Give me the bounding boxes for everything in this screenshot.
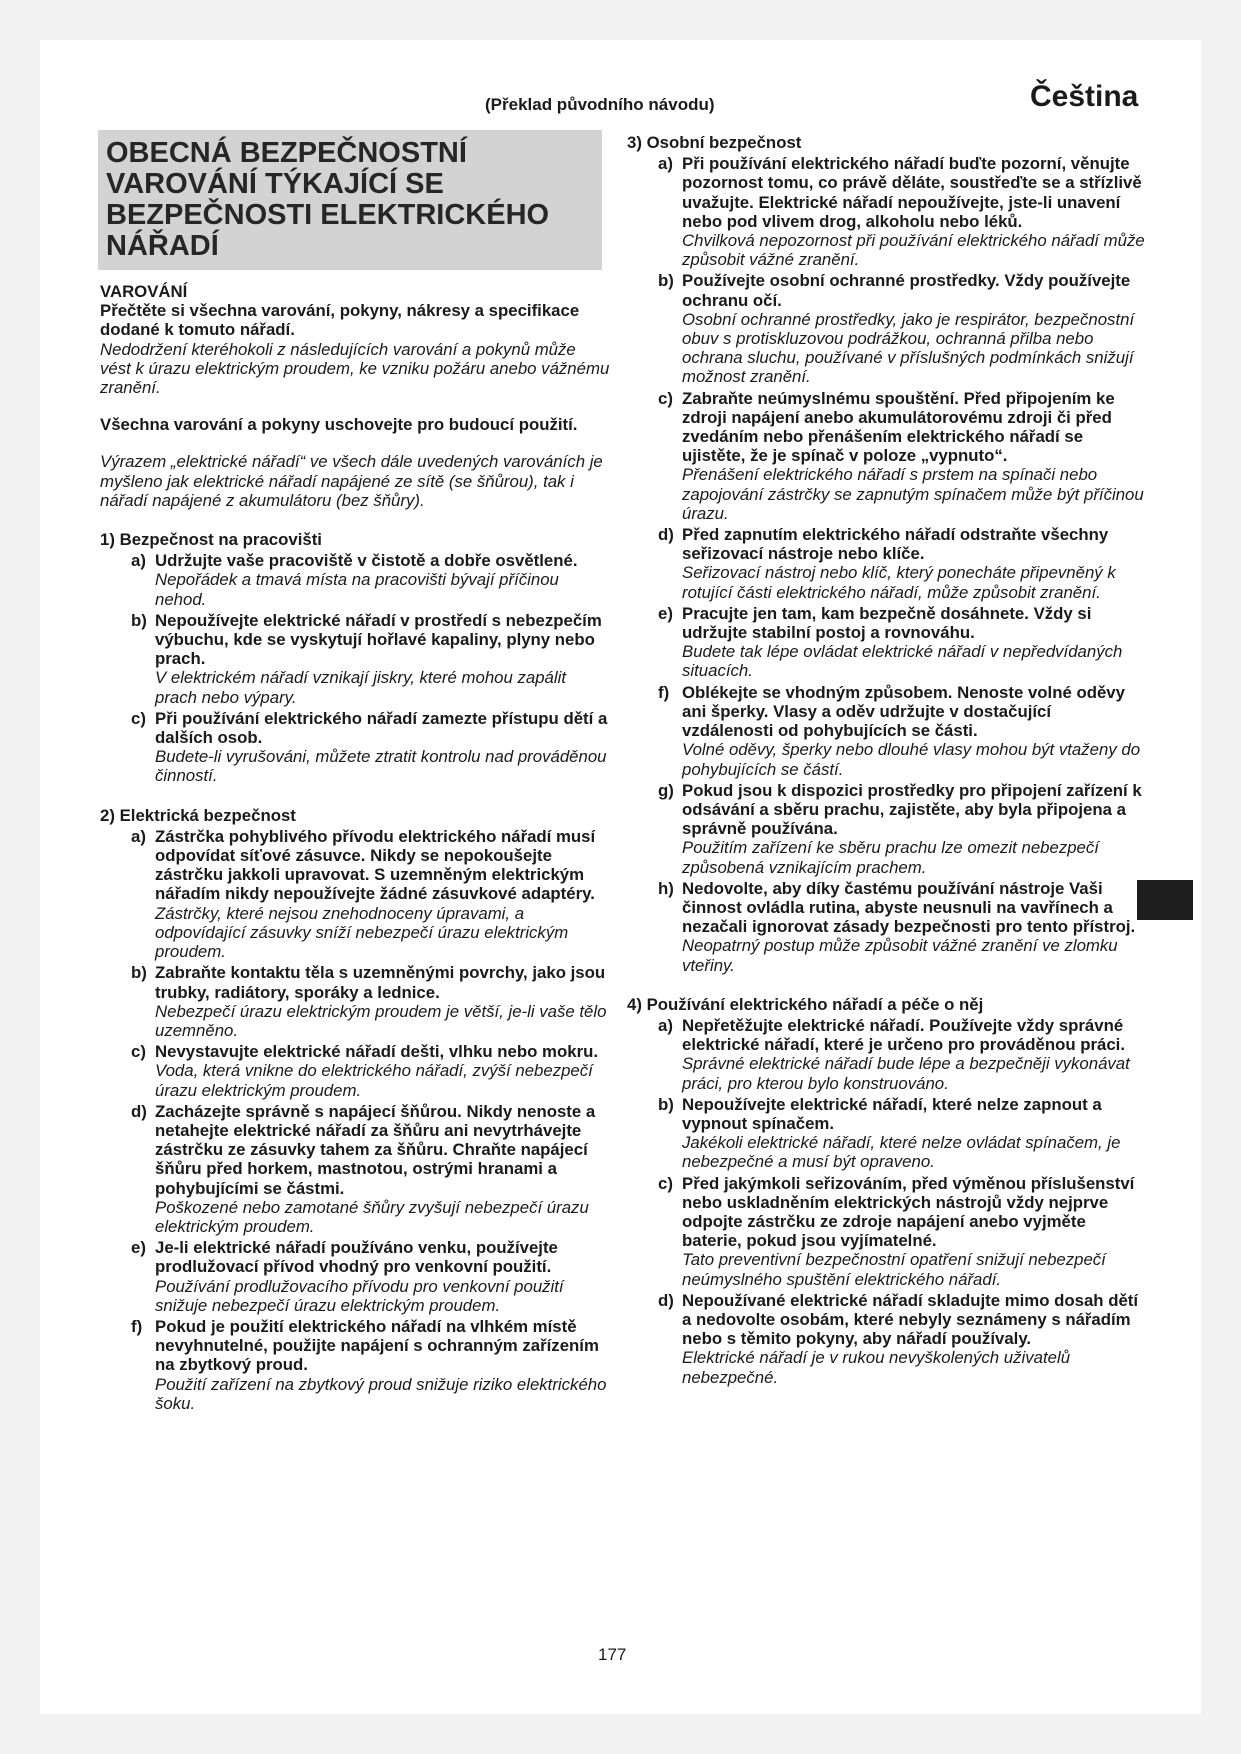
item-label: g)	[658, 780, 674, 800]
save-instruction: Všechna varování a pokyny uschovejte pro budoucí použití.	[100, 415, 578, 435]
page-title: OBECNÁ BEZPEČNOSTNÍ VAROVÁNÍ TÝKAJÍCÍ SE BEZPEČNOSTI ELEKTRICKÉHO NÁŘADÍ	[106, 137, 550, 262]
section-electrical-safety	[100, 806, 610, 1413]
list-item	[100, 827, 610, 961]
item-label: d)	[658, 525, 674, 545]
list-item	[627, 1174, 1147, 1289]
section-tool-use-care	[627, 995, 1147, 1387]
item-heading: Pracujte jen tam, kam bezpečně dosáhnete. Vždy si udržujte stabilní postoj a rovnováhu.	[682, 603, 1092, 643]
item-heading: Je-li elektrické nářadí používáno venku, používejte prodlužovací přívod vhodný pro venkovní použití.	[155, 1238, 558, 1277]
item-description: Poškozené nebo zamotané šňůry zvyšují nebezpečí úrazu elektrickým proudem.	[155, 1197, 589, 1236]
item-heading: Zástrčka pohyblivého přívodu elektrického nářadí musí odpovídat síťové zásuvce. Nikdy se nepokoušejte zástrčku jakkoli upravovat. S uzemněným elektrickým nářadím nikdy nepoužívejte žádné zásuvkové adaptéry.	[155, 826, 596, 904]
list-item	[100, 1102, 610, 1236]
list-item	[627, 781, 1147, 877]
section-work-area	[100, 530, 610, 786]
item-description: Budete-li vyrušováni, můžete ztratit kontrolu nad prováděnou činností.	[155, 747, 607, 786]
read-all-description: Nedodržení kteréhokoli z následujících varování a pokynů může vést k úrazu elektrickým proudem, ke vzniku požáru anebo vážnému zranění.	[100, 339, 610, 398]
item-description: Přenášení elektrického nářadí s prstem na spínači nebo zapojování zástrčky se zapnutým spínačem může být příčinou úrazu.	[682, 465, 1144, 523]
item-description: Neopatrný postup může způsobit vážné zranění ve zlomku vteřiny.	[682, 936, 1118, 975]
item-description: Nepořádek a tmavá místa na pracovišti bývají příčinou nehod.	[155, 570, 559, 609]
item-description: Používání prodlužovacího přívodu pro venkovní použití snižuje nebezpečí úrazu elektrickým proudem.	[155, 1276, 564, 1315]
item-description: V elektrickém nářadí vznikají jiskry, které mohou zapálit prach nebo výpary.	[155, 668, 566, 707]
list-item	[100, 1042, 610, 1100]
item-label: f)	[131, 1316, 143, 1336]
item-heading: Zabraňte neúmyslnému spouštění. Před připojením ke zdroji napájení anebo akumulátorovému zdroji či před zvedáním nebo přenášením elektrického nářadí se ujistěte, že je spínač v poloze „vypnuto“.	[682, 388, 1115, 466]
item-heading: Nepoužívejte elektrické nářadí, které nelze zapnout a vypnout spínačem.	[682, 1094, 1102, 1133]
item-heading: Pokud jsou k dispozici prostředky pro připojení zařízení k odsávání a sběru prachu, zajistěte, aby byla připojena a správně používána.	[682, 780, 1142, 839]
list-item	[100, 551, 610, 609]
item-description: Seřizovací nástroj nebo klíč, který ponecháte připevněný k rotující části elektrického nářadí, může způsobit zranění.	[682, 563, 1116, 602]
item-heading: Při používání elektrického nářadí buďte pozorní, věnujte pozornost tomu, co právě děláte, soustřeďte se a střízlivě uvažujte. Elektrické nářadí nepoužívejte, jste-li unavení nebo pod vlivem drog, alkoholu nebo léků.	[682, 154, 1142, 231]
item-label: b)	[658, 1094, 674, 1114]
left-column	[100, 130, 610, 1413]
item-heading: Před jakýmkoli seřizováním, před výměnou příslušenství nebo uskladněním elektrických nástrojů vždy nejprve odpojte zástrčku ze zdroje napájení anebo vyjměte baterie, pokud jsou vyjímatelné.	[682, 1173, 1135, 1251]
list-item	[627, 879, 1147, 975]
item-description: Elektrické nářadí je v rukou nevyškolených uživatelů nebezpečné.	[682, 1348, 1071, 1387]
item-label: a)	[658, 1015, 673, 1035]
item-description: Správné elektrické nářadí bude lépe a bezpečněji vykonávat práci, pro kterou bylo konstruováno.	[682, 1054, 1130, 1093]
list-item	[100, 709, 610, 786]
item-label: c)	[658, 1173, 673, 1193]
item-label: f)	[658, 682, 670, 702]
item-label: c)	[131, 1042, 146, 1062]
item-label: a)	[131, 551, 146, 571]
item-heading: Používejte osobní ochranné prostředky. Vždy používejte ochranu očí.	[682, 271, 1131, 310]
item-heading: Zacházejte správně s napájecí šňůrou. Nikdy nenoste a netahejte elektrické nářadí za šňůru ani nevytrhávejte zástrčku ze zásuvky tahem za šňůru. Chraňte napájecí šňůru před horkem, mastnotou, ostrými hranami a pohybujícími se částmi.	[155, 1101, 596, 1198]
section-title: 2) Elektrická bezpečnost	[100, 805, 296, 825]
power-tool-definition: Výrazem „elektrické nářadí“ ve všech dále uvedených varováních je myšleno jak elektrické nářadí napájené ze sítě (se šňůrou), tak i nářadí napájené z akumulátoru (bez šňůry).	[100, 452, 603, 510]
list-item	[627, 683, 1147, 779]
language-heading: Čeština	[1030, 80, 1139, 113]
item-description: Osobní ochranné prostředky, jako je respirátor, bezpečnostní obuv s protiskluzovou podrážkou, ochranná přilba nebo ochrana sluchu, používané v příslušných podmínkách snižují možnost zranění.	[682, 309, 1135, 387]
list-item	[100, 611, 610, 707]
item-label: h)	[658, 878, 674, 898]
item-label: a)	[658, 154, 673, 174]
title-box	[98, 130, 602, 270]
item-description: Jakékoli elektrické nářadí, které nelze ovládat spínačem, je nebezpečné a musí být opraveno.	[682, 1133, 1121, 1172]
item-heading: Udržujte vaše pracoviště v čistotě a dobře osvětlené.	[155, 551, 578, 571]
list-item	[627, 389, 1147, 523]
item-label: b)	[131, 610, 147, 630]
item-label: e)	[131, 1238, 146, 1258]
list-item	[627, 525, 1147, 602]
item-label: a)	[131, 826, 146, 846]
list-item	[627, 1291, 1147, 1387]
item-label: d)	[658, 1290, 674, 1310]
item-label: c)	[658, 388, 673, 408]
item-heading: Při používání elektrického nářadí zamezte přístupu dětí a dalších osob.	[155, 708, 608, 748]
language-side-tab	[1137, 880, 1193, 920]
section-title: 3) Osobní bezpečnost	[627, 133, 802, 152]
list-item	[100, 1238, 610, 1315]
translation-note: (Překlad původního návodu)	[485, 95, 715, 114]
item-description: Budete tak lépe ovládat elektrické nářadí v nepředvídaných situacích.	[682, 642, 1123, 681]
list-item	[627, 1016, 1147, 1093]
item-description: Použitím zařízení ke sběru prachu lze omezit nebezpečí způsobená vznikajícím prachem.	[682, 838, 1099, 877]
section-title: 1) Bezpečnost na pracovišti	[100, 530, 322, 550]
item-description: Voda, která vnikne do elektrického nářadí, zvýší nebezpečí úrazu elektrickým proudem.	[155, 1061, 593, 1100]
item-heading: Oblékejte se vhodným způsobem. Nenoste volné oděvy ani šperky. Vlasy a oděv udržujte v dostačující vzdálenosti od pohybujících se části.	[682, 682, 1125, 741]
item-label: b)	[658, 271, 674, 291]
page-number: 177	[598, 1645, 627, 1664]
item-heading: Zabraňte kontaktu těla s uzemněnými povrchy, jako jsou trubky, radiátory, sporáky a lednice.	[155, 963, 606, 1002]
list-item	[627, 154, 1147, 269]
item-description: Použití zařízení na zbytkový proud snižuje riziko elektrického šoku.	[155, 1374, 607, 1413]
item-description: Volné oděvy, šperky nebo dlouhé vlasy mohou být vtaženy do pohybujících se částí.	[682, 740, 1141, 779]
list-item	[100, 1317, 610, 1413]
section-title: 4) Používání elektrického nářadí a péče o něj	[627, 994, 984, 1014]
item-heading: Nedovolte, aby díky častému používání nástroje Vaši činnost ovládla rutina, abyste neusnuli na vavřínech a nezačali ignorovat zásady bezpečnosti pro tento přístroj.	[682, 878, 1136, 937]
warning-label: VAROVÁNÍ	[100, 282, 188, 301]
list-item	[627, 271, 1147, 386]
list-item	[627, 1095, 1147, 1172]
right-column	[627, 131, 1147, 1387]
item-heading: Pokud je použití elektrického nářadí na vlhkém místě nevyhnutelné, použijte napájení s ochranným zařízením na zbytkový proud.	[155, 1316, 599, 1375]
item-description: Nebezpečí úrazu elektrickým proudem je větší, je-li vaše tělo uzemněno.	[155, 1001, 607, 1040]
item-label: c)	[131, 708, 146, 728]
item-description: Tato preventivní bezpečnostní opatření snižují nebezpečí neúmyslného spuštění elektrického nářadí.	[682, 1250, 1106, 1289]
item-heading: Před zapnutím elektrického nářadí odstraňte všechny seřizovací nástroje nebo klíče.	[682, 525, 1109, 564]
list-item	[100, 963, 610, 1040]
section-personal-safety	[627, 133, 1147, 975]
item-heading: Nepřetěžujte elektrické nářadí. Používejte vždy správné elektrické nářadí, které je určeno pro prováděnou práci.	[682, 1015, 1125, 1055]
item-heading: Nevystavujte elektrické nářadí dešti, vlhku nebo mokru.	[155, 1042, 599, 1062]
item-label: e)	[658, 603, 673, 623]
item-label: d)	[131, 1101, 147, 1121]
item-description: Zástrčky, které nejsou znehodnoceny úpravami, a odpovídající zásuvky sníží nebezpečí úrazu elektrickým proudem.	[155, 903, 569, 962]
item-label: b)	[131, 963, 147, 983]
item-description: Chvilková nepozornost při používání elektrického nářadí může způsobit vážné zranění.	[682, 231, 1145, 270]
list-item	[627, 604, 1147, 681]
item-heading: Nepoužívané elektrické nářadí skladujte mimo dosah dětí a nedovolte osobám, které nebyly seznámeny s nářadím nebo s těmito pokyny, aby nářadí používaly.	[682, 1290, 1139, 1349]
read-all-instruction: Přečtěte si všechna varování, pokyny, nákresy a specifikace dodané k tomuto nářadí.	[100, 301, 580, 340]
item-heading: Nepoužívejte elektrické nářadí v prostředí s nebezpečím výbuchu, kde se vyskytují hořlavé kapaliny, plyny nebo prach.	[155, 610, 602, 669]
